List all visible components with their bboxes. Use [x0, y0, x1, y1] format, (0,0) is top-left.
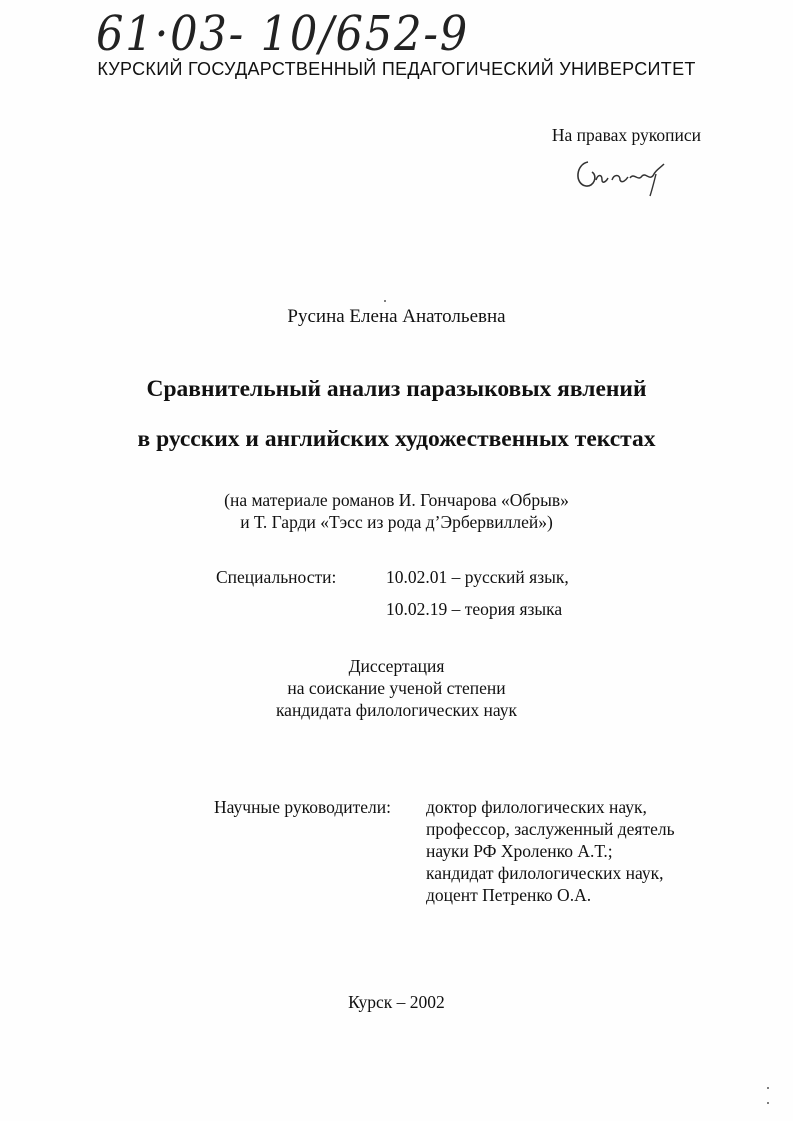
specialty-item: 10.02.19 – теория языка	[386, 599, 563, 619]
scan-speck	[384, 300, 386, 302]
supervisor-line: доцент Петренко О.А.	[426, 885, 592, 905]
title-line-2: в русских и английских художественных текстах	[137, 426, 656, 452]
supervisor-line: доктор филологических наук,	[426, 797, 647, 817]
subtitle-line-1: (на материале романов И. Гончарова «Обрыв»	[224, 490, 569, 510]
title-line-1: Сравнительный анализ паразыковых явлений	[146, 376, 647, 402]
specialty-item: 10.02.01 – русский язык,	[386, 567, 569, 587]
supervisor-line: науки РФ Хроленко А.Т.;	[426, 841, 613, 861]
dissertation-purpose: на соискание ученой степени	[287, 678, 506, 698]
dissertation-degree: кандидата филологических наук	[275, 700, 518, 720]
subtitle-line-2: и Т. Гарди «Тэсс из рода д’Эрбервиллей»)	[240, 512, 553, 532]
specialties-label: Специальности:	[216, 567, 337, 587]
signature-icon	[568, 150, 678, 200]
supervisor-line: кандидат филологических наук,	[426, 863, 664, 883]
university-name: КУРСКИЙ ГОСУДАРСТВЕННЫЙ ПЕДАГОГИЧЕСКИЙ УНИВЕРСИТЕТ	[97, 59, 696, 79]
dissertation-type: Диссертация	[348, 656, 445, 676]
manuscript-rights-note: На правах рукописи	[551, 125, 701, 145]
scan-speck	[767, 1087, 769, 1089]
author-name: Русина Елена Анатольевна	[287, 306, 506, 327]
handwritten-archive-number: 61·03- 10/652-9	[96, 6, 470, 62]
scan-speck	[767, 1102, 769, 1104]
city-year: Курск – 2002	[348, 992, 445, 1012]
supervisor-line: профессор, заслуженный деятель	[426, 819, 675, 839]
supervisors-label: Научные руководители:	[214, 797, 391, 817]
